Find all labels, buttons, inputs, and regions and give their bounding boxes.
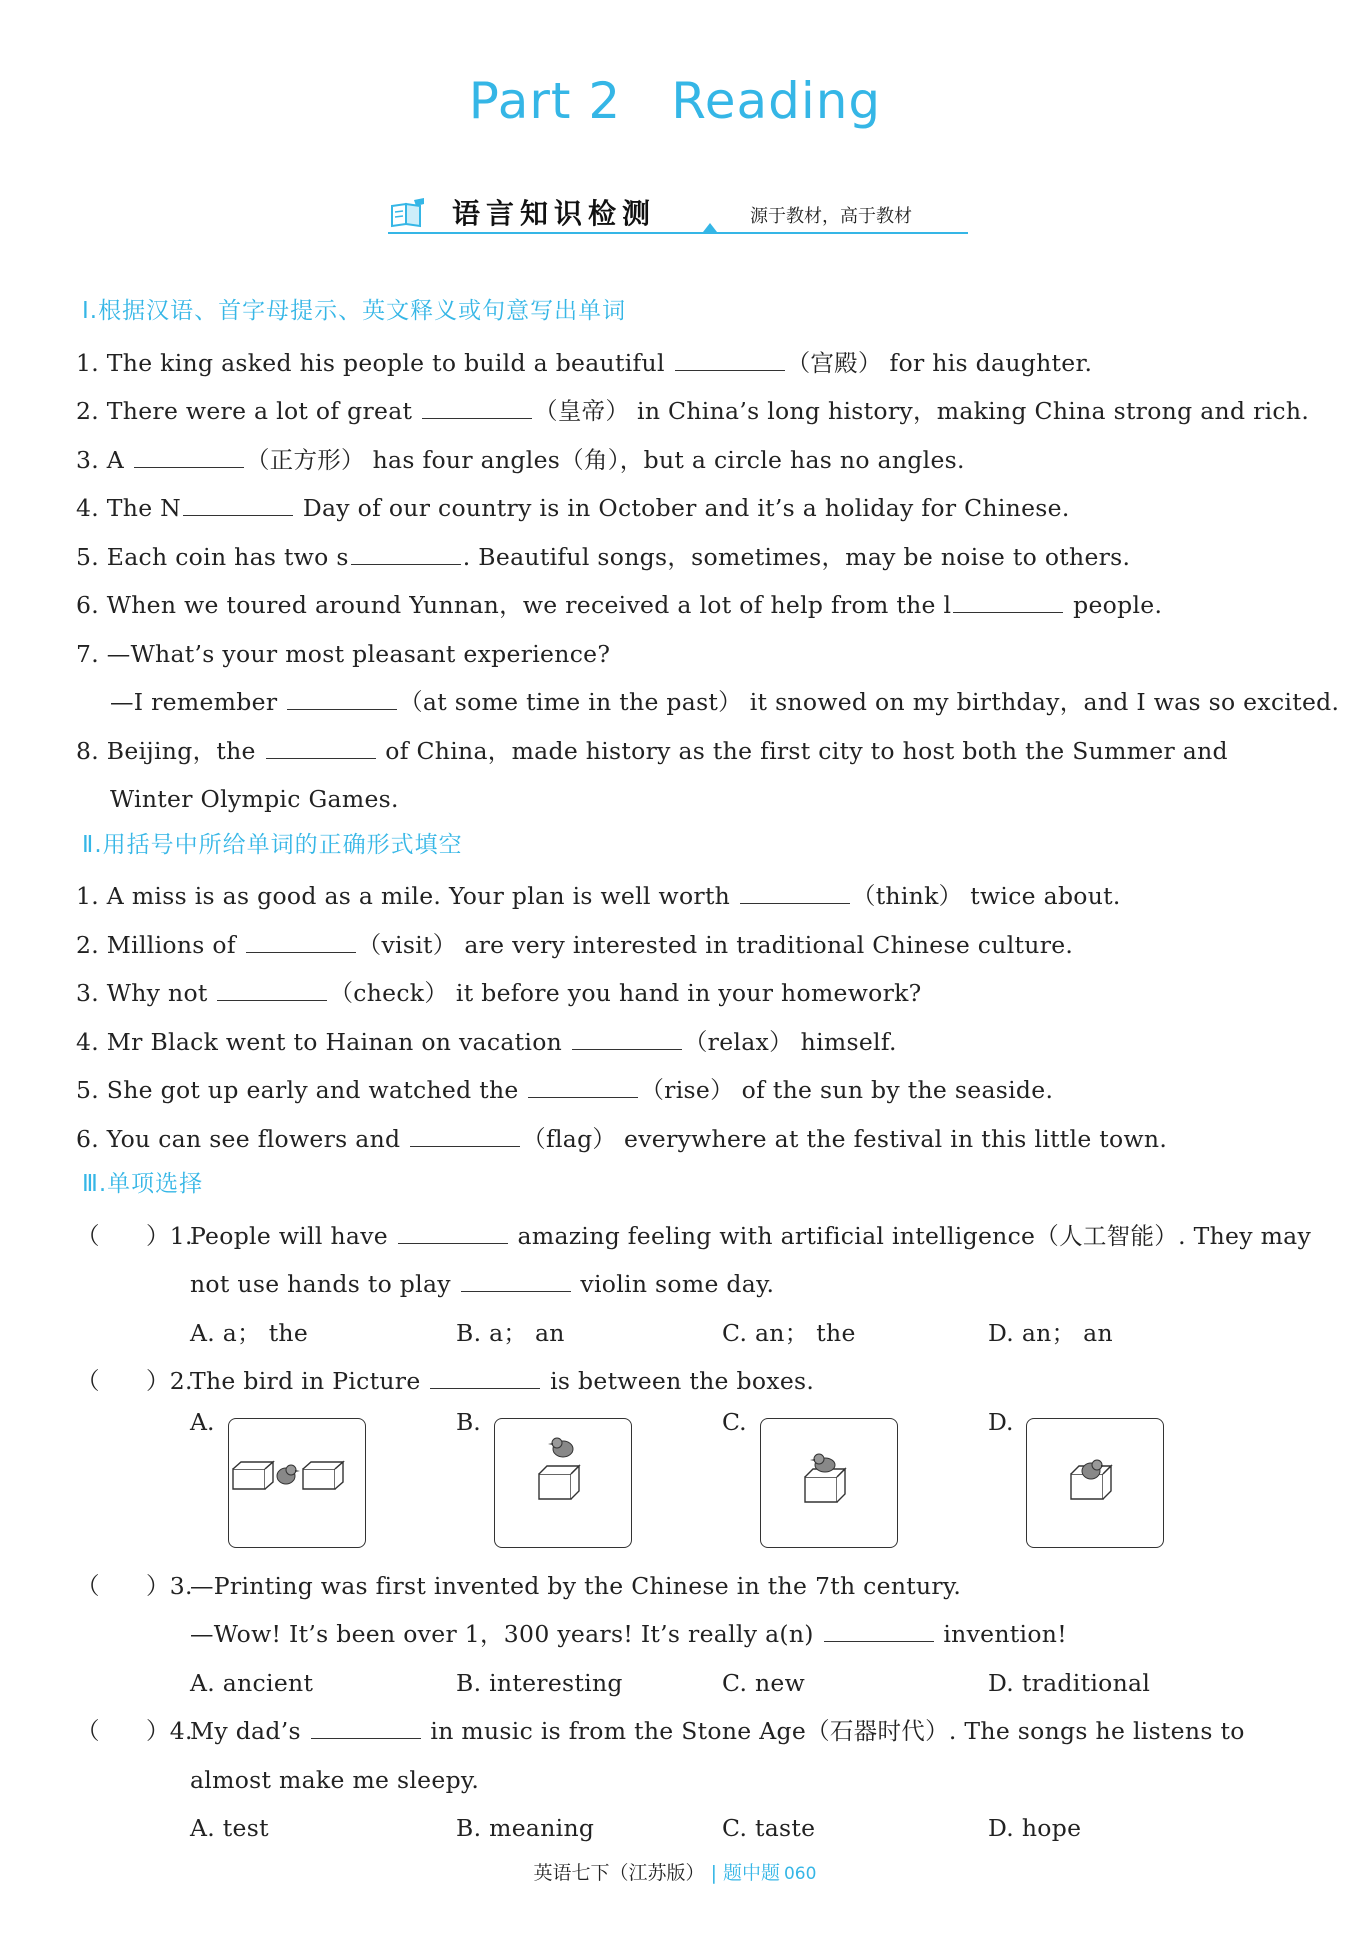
option-d[interactable]: D. hope [988,1814,1082,1842]
s1-q8-cont: Winter Olympic Games. [110,785,399,813]
s1-q2: 2. There were a lot of great （皇帝） in China’s long history，making China strong and rich. [76,397,1310,425]
picture-frame [760,1418,898,1548]
book-title: 英语七下（江苏版） [533,1862,705,1884]
mc-q3: （ ）3. —Printing was first invented by the Chinese in the 7th century. [76,1562,1286,1611]
option-b[interactable]: B. meaning [456,1814,595,1842]
boxes-bird-between-picture [229,1419,367,1549]
mc-q2: （ ）2. The bird in Picture is between the boxes. [76,1357,1286,1406]
option-a[interactable]: A. ancient [190,1668,314,1697]
bird-above-box-picture [495,1419,633,1549]
answer-blank[interactable] [266,739,376,759]
bird-on-box-picture [761,1419,899,1549]
s2-q5: 5. She got up early and watched the （rise） of the sun by the seaside. [76,1076,1054,1104]
mc-q2-pictures: A. B. C. D. [76,1406,1286,1562]
answer-blank[interactable] [422,399,532,419]
answer-blank[interactable] [183,496,293,516]
answer-blank[interactable] [398,1224,508,1244]
answer-blank[interactable] [528,1078,638,1098]
answer-blank[interactable] [824,1622,934,1642]
answer-blank[interactable] [311,1719,421,1739]
option-c[interactable]: C. taste [722,1814,816,1842]
mc-q3-options [76,1659,1286,1708]
answer-blank[interactable] [740,884,850,904]
mc-q1-cont: not use hands to play violin some day. [190,1270,775,1298]
page-number: 060 [783,1864,817,1884]
answer-blank[interactable] [572,1030,682,1050]
s2-q4: 4. Mr Black went to Hainan on vacation （relax） himself. [76,1027,897,1056]
divider [388,232,968,234]
section-3-heading: Ⅲ.单项选择 [82,1171,204,1197]
banner-title: 语言知识检测 [452,197,657,230]
answer-paren[interactable]: ）2. [146,1367,193,1395]
footer-divider: | [710,1862,717,1884]
option-c[interactable]: C. an； the [722,1318,856,1347]
answer-blank[interactable] [410,1127,520,1147]
mc-q1-options [76,1309,1286,1358]
option-c[interactable]: C. new [722,1668,806,1697]
answer-paren[interactable]: ）4. [146,1717,193,1745]
mc-q4-options [76,1804,1286,1853]
page-title [0,72,1350,130]
section-2-heading: Ⅱ.用括号中所给单词的正确形式填空 [82,831,463,858]
answer-blank[interactable] [246,933,356,953]
page-footer [0,1858,1350,1885]
s2-q2: 2. Millions of （visit） are very interested in traditional Chinese culture. [76,930,1074,959]
answer-blank[interactable] [351,545,461,565]
banner-subtitle: 源于教材，高于教材 [750,206,912,227]
answer-blank[interactable] [953,593,1063,613]
option-d[interactable]: D. an； an [988,1318,1113,1347]
option-d[interactable]: D. traditional [988,1668,1151,1697]
answer-blank[interactable] [675,351,785,371]
s1-q3: 3. A （正方形） has four angles（角），but a circle has no angles. [76,445,965,474]
s2-q6: 6. You can see flowers and （flag） everywhere at the festival in this little town. [76,1124,1168,1153]
book-icon [390,198,426,228]
s1-q4: 4. The N Day of our country is in October and it’s a holiday for Chinese. [76,494,1070,522]
part-name: Reading [671,72,882,130]
s1-q5: 5. Each coin has two s . Beautiful songs，sometimes，may be noise to others. [76,542,1131,571]
brand-name: 题中题 [722,1862,780,1884]
mc-q4-cont: almost make me sleepy. [190,1765,480,1794]
answer-blank[interactable] [287,690,397,710]
s1-q6: 6. When we toured around Yunnan，we received a lot of help from the l people. [76,591,1163,619]
s1-q1: 1. The king asked his people to build a beautiful （宫殿） for his daughter. [76,348,1093,377]
picture-frame [1026,1418,1164,1548]
s1-q7: 7. —What’s your most pleasant experience? [76,639,611,668]
answer-blank[interactable] [430,1369,540,1389]
s1-q8: 8. Beijing，the of China，made history as the first city to host both the Summer and [76,736,1228,765]
triangle-icon [703,223,717,232]
option-b[interactable]: B. a； an [456,1318,565,1347]
picture-frame [228,1418,366,1548]
section-1-heading: Ⅰ.根据汉语、首字母提示、英文释义或句意写出单词 [82,298,627,324]
mc-q4: （ ）4. My dad’s in music is from the Stone Age（石器时代）. The songs he listens to [76,1707,1286,1756]
picture-frame [494,1418,632,1548]
answer-blank[interactable] [217,981,327,1001]
answer-paren[interactable]: ）1. [146,1221,193,1250]
s2-q3: 3. Why not （check） it before you hand in your homework? [76,979,922,1007]
mc-q1: （ ）1. People will have amazing feeling with artificial intelligence（人工智能）. They may [76,1212,1286,1261]
s2-q1: 1. A miss is as good as a mile. Your plan is well worth （think） twice about. [76,882,1121,910]
mc-q3-cont: —Wow! It’s been over 1，300 years! It’s really a(n) invention! [190,1620,1067,1648]
bird-in-box-picture [1027,1419,1165,1549]
option-a[interactable]: A. a； the [190,1318,309,1347]
answer-blank[interactable] [461,1272,571,1292]
exercise-content [76,290,1340,1853]
option-b[interactable]: B. interesting [456,1668,623,1697]
option-a[interactable]: A. test [190,1814,269,1842]
s1-q7-answer: —I remember （at some time in the past） it snowed on my birthday，and I was so excited. [110,688,1340,716]
answer-blank[interactable] [134,448,244,468]
part-number: Part 2 [468,72,622,130]
answer-paren[interactable]: ）3. [146,1571,193,1600]
section-banner [388,190,968,234]
